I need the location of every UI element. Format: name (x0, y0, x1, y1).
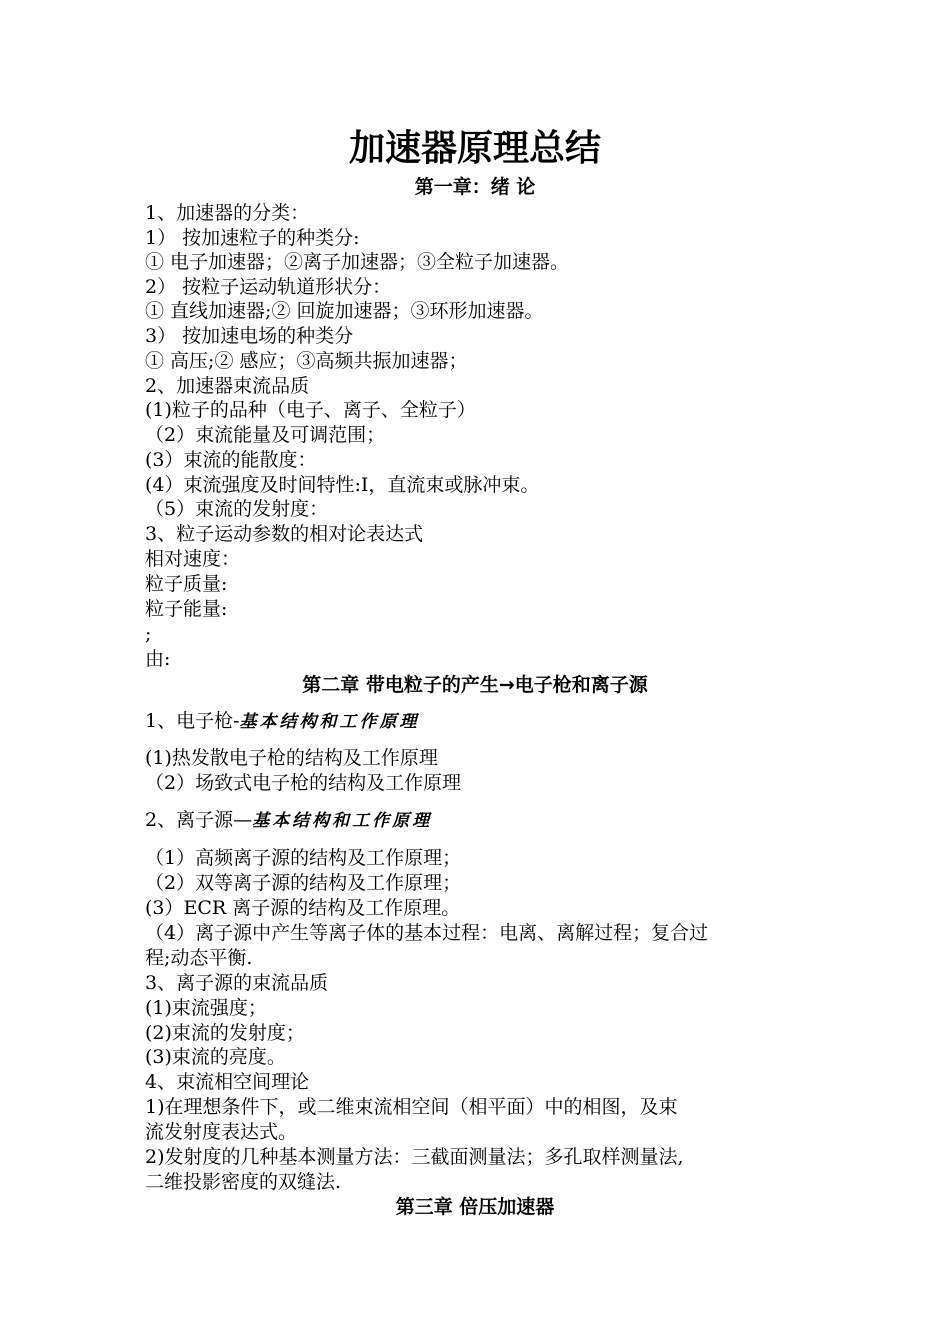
ch1-line: 粒子能量: (145, 598, 228, 620)
ch1-line: (4）束流强度及时间特性:I，直流束或脉冲束。 (145, 474, 540, 496)
ch1-line: ① 直线加速器;② 回旋加速器；③环形加速器。 (145, 300, 544, 322)
ch2-line: (1)束流强度； (145, 997, 267, 1019)
ch1-line: 3） 按加速电场的种类分 (145, 325, 354, 347)
ch1-line: 粒子质量: (145, 573, 228, 595)
ch2-line: （2）双等离子源的结构及工作原理； (145, 872, 462, 894)
ch2-line: （1）高频离子源的结构及工作原理； (145, 847, 462, 869)
ch2-line: 2)发射度的几种基本测量方法：三截面测量法；多孔取样测量法, (145, 1146, 684, 1168)
ch1-line: 相对速度： (145, 548, 241, 570)
ch1-line: 1） 按加速粒子的种类分: (145, 227, 360, 249)
ch1-line: （2）束流能量及可调范围； (145, 424, 386, 446)
ch1-line: ① 电子加速器；②离子加速器；③全粒子加速器。 (145, 251, 570, 273)
section-prefix: 2、离子源— (145, 809, 253, 831)
ch2-line: 1)在理想条件下，或二维束流相空间（相平面）中的相图，及束 (145, 1096, 678, 1118)
ch1-line: 2） 按粒子运动轨道形状分： (145, 276, 392, 298)
section-emphasis: 基本结构和工作原理 (239, 712, 420, 732)
ch1-line: 1、加速器的分类： (145, 202, 310, 224)
chapter-3-heading: 第三章 倍压加速器 (395, 1196, 555, 1218)
ch2-line: （2）场致式电子枪的结构及工作原理 (145, 772, 462, 794)
ch1-line: 2、加速器束流品质 (145, 375, 310, 397)
ch1-line: 3、粒子运动参数的相对论表达式 (145, 523, 424, 545)
chapter-1-heading: 第一章：绪 论 (414, 176, 536, 198)
ch2-section-2-heading (145, 808, 810, 833)
ch1-line: ① 高压;② 感应；③高频共振加速器； (145, 350, 468, 372)
ch2-line: 程;动态平衡. (145, 947, 253, 969)
ch2-line: (3）ECR 离子源的结构及工作原理。 (145, 897, 461, 919)
ch2-line: (2)束流的发射度； (145, 1022, 305, 1044)
ch2-line: 二维投影密度的双缝法. (145, 1171, 342, 1193)
ch1-line: (3）束流的能散度： (145, 449, 317, 471)
section-prefix: 1、电子枪- (145, 710, 240, 732)
ch2-line: 4、束流相空间理论 (145, 1071, 310, 1093)
ch2-line: 3、离子源的束流品质 (145, 972, 329, 994)
ch2-section-1-heading (145, 709, 810, 734)
ch1-line: (1)粒子的品种（电子、离子、全粒子） (145, 399, 476, 421)
ch1-line: （5）束流的发射度： (145, 498, 329, 520)
ch2-line: (1)热发散电子枪的结构及工作原理 (145, 747, 438, 769)
document-title: 加速器原理总结 (348, 128, 601, 169)
ch1-line: ; (145, 623, 152, 645)
chapter-2-heading: 第二章 带电粒子的产生→电子枪和离子源 (302, 674, 648, 696)
ch2-line: （4）离子源中产生等离子体的基本过程：电离、离解过程；复合过 (145, 922, 709, 944)
section-emphasis: 基本结构和工作原理 (252, 811, 433, 831)
ch2-line: (3)束流的亮度。 (145, 1046, 286, 1068)
ch2-line: 流发射度表达式。 (145, 1121, 298, 1143)
ch1-line: 由: (145, 648, 171, 670)
